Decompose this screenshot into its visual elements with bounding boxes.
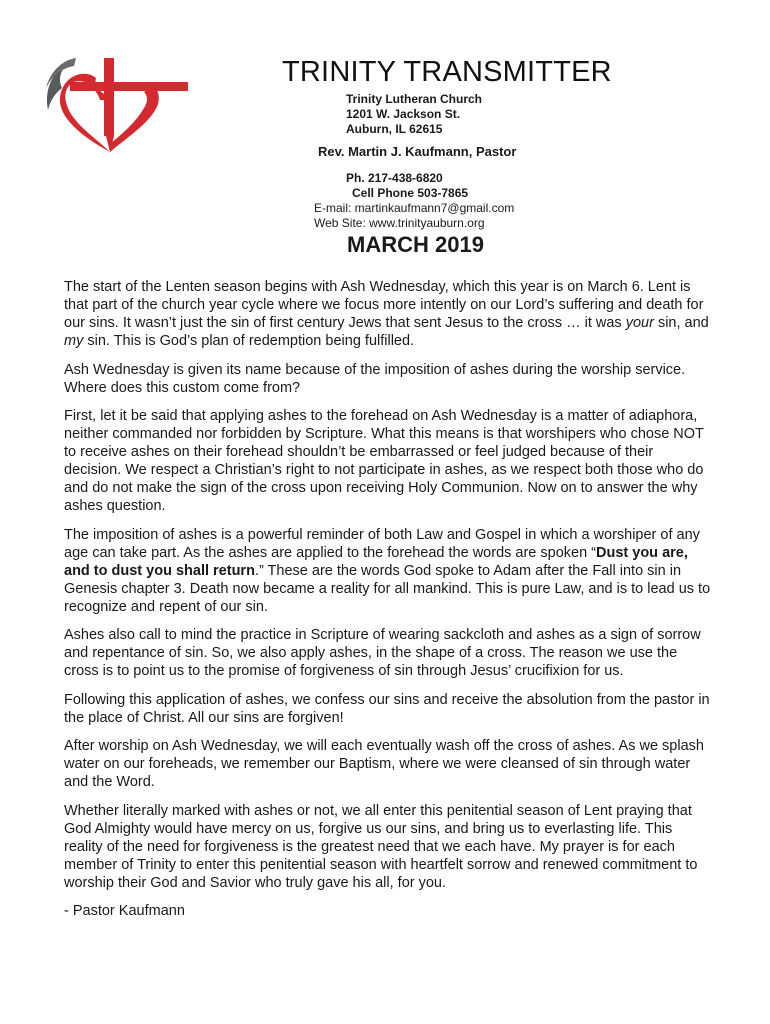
dust-quote: Dust you are, and to dust you shall return [64, 544, 688, 579]
paragraph-law-and-gospel: The imposition of ashes is a powerful reminder of both Law and Gospel in which a worshiper of any age can take part. As the ashes are applied to the forehead the words are spoken “Dust you are, and to dust you shall return.” These are the words God spoke to Adam after the Fall into sin in Genesis chapter 3. Death now became a reality for all mankind. This is pure Law, and is to lead us to recognize and repent of our sin. [64, 526, 711, 615]
newsletter-title: TRINITY TRANSMITTER [282, 56, 612, 88]
church-address [346, 92, 482, 137]
church-name: Trinity Lutheran Church [346, 92, 483, 106]
cell-phone-number: Cell Phone 503-7865 [352, 186, 469, 200]
church-cross-heart-logo [40, 52, 192, 156]
paragraph-ash-wednesday-name: Ash Wednesday is given its name because of the imposition of ashes during the worship service. Where does this custom come from? [64, 361, 686, 396]
website-url: Web Site: www.trinityauburn.org [314, 216, 485, 230]
contact-online [314, 201, 514, 231]
phone-number: Ph. 217-438-6820 [346, 171, 443, 185]
church-street: 1201 W. Jackson St. [346, 107, 461, 121]
paragraph-lent-intro: The start of the Lenten season begins with Ash Wednesday, which this year is on March 6. Lent is that part of the church year cycle where we focus more intently on our Lord’s suffering and death for our sins. It wasn’t just the sin of first century Jews that sent Jesus to the cross … it was your sin, and my sin. This is God’s plan of redemption being fulfilled. [64, 279, 709, 349]
article-body [64, 278, 712, 931]
church-city: Auburn, IL 62615 [346, 122, 443, 136]
paragraph-sackcloth: Ashes also call to mind the practice in Scripture of wearing sackcloth and ashes as a sign of sorrow and repentance of sin. So, we also apply ashes, in the shape of a cross. The reason we use the cross is to point us to the promise of forgiveness of sin through Jesus’ crucifixion for us. [64, 627, 701, 679]
phone-block [346, 171, 468, 201]
emphasis-your: your [625, 315, 654, 331]
paragraph-absolution: Following this application of ashes, we confess our sins and receive the absolution from the pastor in the place of Christ. All our sins are forgiven! [64, 691, 710, 726]
paragraph-prayer: Whether literally marked with ashes or not, we all enter this penitential season of Lent praying that God Almighty would have mercy on us, forgive us our sins, and bring us to everlasting life. This reality of the need for forgiveness is the greatest need that we each have. My prayer is for each member of Trinity to enter this penitential season with heartfelt sorrow and renewed commitment to worship their God and Savior who truly gave his all, for you. [64, 802, 698, 891]
pastor-name: Rev. Martin J. Kaufmann, Pastor [318, 144, 517, 159]
issue-month: MARCH 2019 [347, 232, 484, 257]
paragraph-baptism: After worship on Ash Wednesday, we will each eventually wash off the cross of ashes. As we splash water on our foreheads, we remember our Baptism, where we were cleansed of sin through water and the Word. [64, 738, 704, 790]
email-address: E-mail: martinkaufmann7@gmail.com [314, 201, 515, 215]
signature: - Pastor Kaufmann [64, 903, 185, 919]
emphasis-my: my [64, 333, 84, 349]
paragraph-adiaphora: First, let it be said that applying ashes to the forehead on Ash Wednesday is a matter of adiaphora, neither commanded nor forbidden by Scripture. What this means is that worshipers who chose NOT to receive ashes on their forehead shouldn’t be embarrassed or feel judged because of their decision. We respect a Christian’s right to not participate in ashes, as we respect both those who do and do not make the sign of the cross upon receiving Holy Communion. Now on to answer the why ashes question. [64, 408, 704, 514]
